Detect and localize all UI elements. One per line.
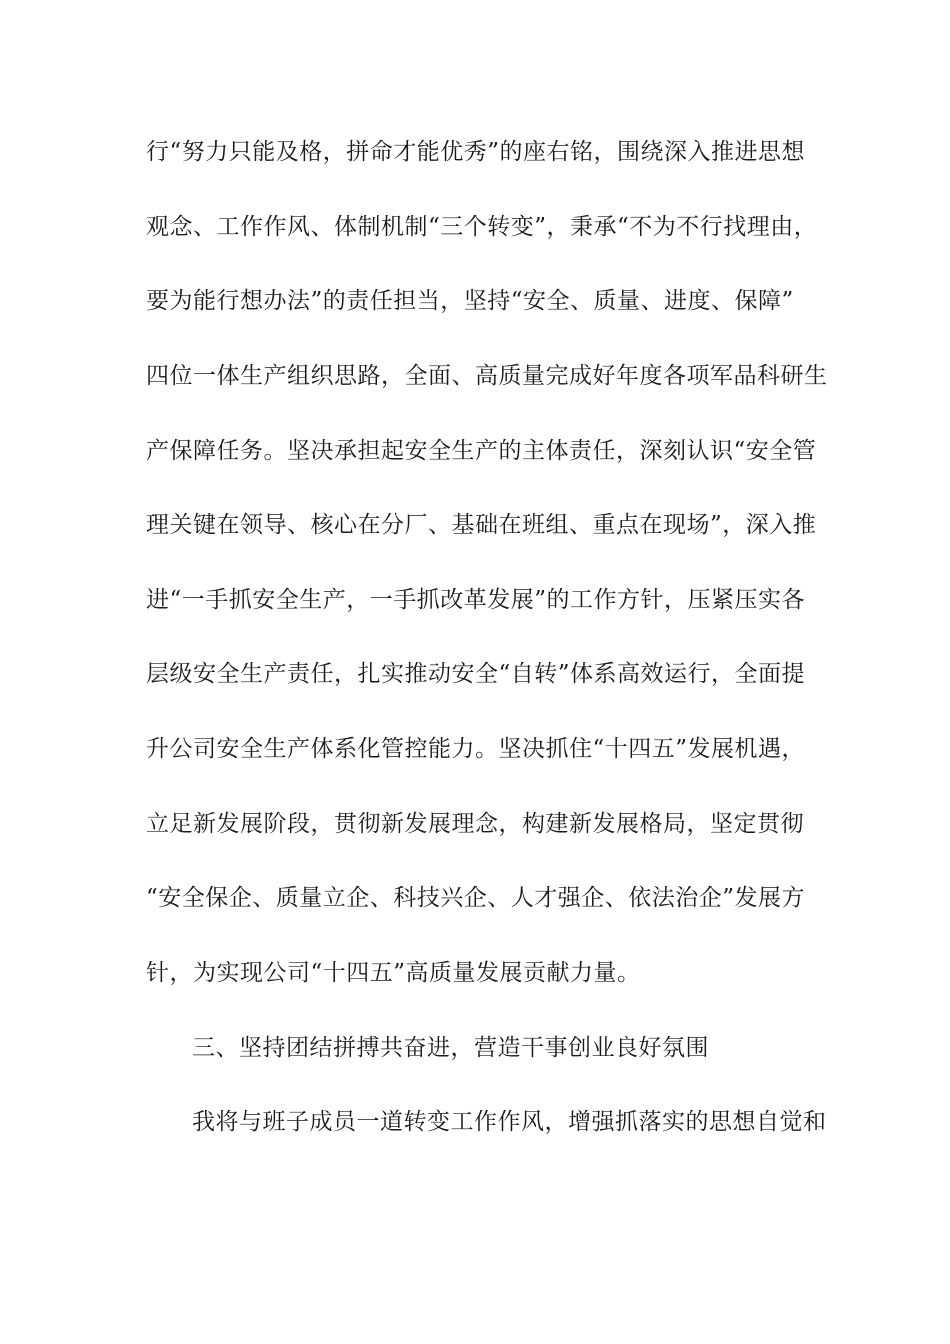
paragraph-line: 理关键在领导、核心在分厂、基础在班组、重点在现场”，深入推: [146, 512, 817, 538]
paragraph-line: 升公司安全生产体系化管控能力。坚决抓住“十四五”发展机遇，: [146, 736, 806, 762]
section-heading: 三、坚持团结拼搏共奋进，营造干事创业良好氛围: [192, 1035, 709, 1061]
paragraph-line: 我将与班子成员一道转变工作作风，增强抓落实的思想自觉和: [192, 1109, 827, 1135]
paragraph-line: “安全保企、质量立企、科技兴企、人才强企、依法治企”发展方: [146, 885, 806, 911]
paragraph-line: 立足新发展阶段，贯彻新发展理念，构建新发展格局，坚定贯彻: [146, 811, 804, 837]
paragraph-line: 针，为实现公司“十四五”高质量发展贡献力量。: [146, 960, 641, 986]
paragraph-line: 产保障任务。坚决承担起安全生产的主体责任，深刻认识“安全管: [146, 438, 817, 464]
paragraph-line: 层级安全生产责任，扎实推动安全“自转”体系高效运行，全面提: [146, 661, 806, 687]
paragraph-line: 进“一手抓安全生产，一手抓改革发展”的工作方针，压紧压实各: [146, 587, 806, 613]
paragraph-line: 要为能行想办法”的责任担当，坚持“安全、质量、进度、保障”: [146, 288, 794, 314]
paragraph-line: 行“努力只能及格，拼命才能优秀”的座右铭，围绕深入推进思想: [146, 139, 806, 165]
paragraph-line: 四位一体生产组织思路，全面、高质量完成好年度各项军品科研生: [146, 363, 828, 389]
paragraph-line: 观念、工作作风、体制机制“三个转变”，秉承“不为不行找理由，: [146, 214, 818, 240]
